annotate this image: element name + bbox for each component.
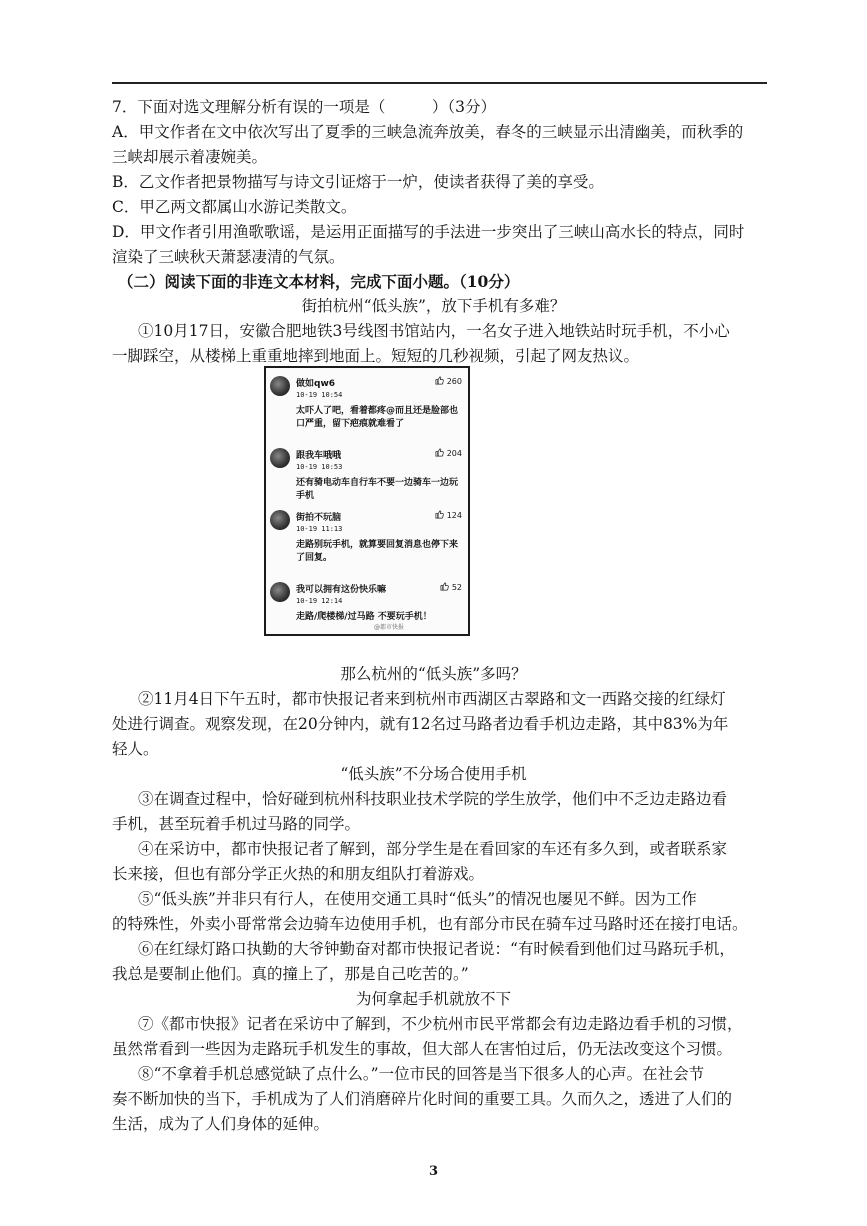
thumbs-up-icon — [435, 510, 444, 519]
comment-time: 10-19 11:13 — [296, 525, 343, 533]
comment-author: 我可以拥有这份快乐嘛 — [296, 585, 387, 595]
para-1-line2: 一脚踩空，从楼梯上重重地摔到地面上。短短的几秒视频，引起了网友热议。 — [112, 347, 640, 365]
thumbs-up-icon — [440, 582, 449, 591]
comment-text: 走路别玩手机，就算要回复消息也停下来了回复。 — [296, 540, 459, 563]
like-count: 124 — [435, 510, 462, 520]
page-number: 3 — [428, 1164, 439, 1179]
para-2-line1: ②11月4日下午五时，都市快报记者来到杭州市西湖区古翠路和文一西路交接的红绿灯 — [138, 690, 726, 708]
article-title: 街拍杭州“低头族”，放下手机有多难？ — [301, 297, 566, 315]
avatar — [270, 582, 290, 602]
para-8-line1: ⑧“不拿着手机总感觉缺了点什么。”一位市民的回答是当下很多人的心声。在社会节 — [138, 1065, 705, 1083]
like-count: 204 — [435, 448, 462, 458]
para-5-line2: 的特殊性，外卖小哥常常会边骑车边使用手机，也有部分市民在骑车过马路时还在接打电话。 — [112, 915, 748, 933]
comment-item — [266, 578, 468, 644]
para-2-line3: 轻人。 — [112, 740, 159, 758]
para-5-line1: ⑤“低头族”并非只有行人，在使用交通工具时“低头”的情况也屡见不鲜。因为工作 — [138, 890, 697, 908]
comment-author: 做如qw6 — [296, 379, 336, 389]
comment-item — [266, 506, 468, 572]
top-rule — [112, 82, 767, 84]
comment-item — [266, 444, 468, 510]
like-count: 52 — [440, 582, 462, 592]
option-a-line1: A．甲文作者在文中依次写出了夏季的三峡急流奔放美，春冬的三峡显示出清幽美，而秋季的 — [112, 123, 744, 141]
para-1-line1: ①10月17日，安徽合肥地铁3号线图书馆站内，一名女子进入地铁站时玩手机，不小心 — [138, 322, 730, 340]
like-count: 260 — [435, 376, 462, 386]
para-2-line2: 处进行调查。观察发现，在20分钟内，就有12名过马路者边看手机边走路，其中83%为年 — [112, 715, 729, 733]
section-2-heading: （二）阅读下面的非连文本材料，完成下面小题。（10分） — [118, 272, 520, 291]
watermark: @都市快报 — [374, 624, 405, 631]
para-3-line2: 手机，甚至玩着手机过马路的同学。 — [112, 815, 361, 833]
para-4-line2: 长来接，但也有部分学正火热的和朋友组队打着游戏。 — [112, 865, 485, 883]
option-a-line2: 三峡却展示着凄婉美。 — [112, 148, 268, 166]
avatar — [270, 448, 290, 468]
para-8-line3: 生活，成为了人们身体的延伸。 — [112, 1115, 330, 1133]
para-6-line2: 我总是要制止他们。真的撞上了，那是自己吃苦的。” — [112, 965, 469, 983]
option-d-line2: 渲染了三峡秋天萧瑟凄清的气氛。 — [112, 248, 345, 266]
subheading-2: “低头族”不分场合使用手机 — [340, 765, 527, 783]
para-7-line1: ⑦《都市快报》记者在采访中了解到，不少杭州市民平常都会有边走路边看手机的习惯， — [138, 1015, 743, 1033]
avatar — [270, 376, 290, 396]
comment-text: 太吓人了吧，看着都疼@而且还是脸部也口严重，留下疤痕就难看了 — [296, 406, 459, 429]
para-3-line1: ③在调查过程中，恰好碰到杭州科技职业技术学院的学生放学，他们中不乏边走路边看 — [138, 790, 728, 808]
para-6-line1: ⑥在红绿灯路口执勤的大爷钟勤奋对都市快报记者说：“有时候看到他们过马路玩手机， — [138, 940, 735, 958]
comment-screenshot — [264, 366, 470, 636]
option-b: B．乙文作者把景物描写与诗文引证熔于一炉，使读者获得了美的享受。 — [112, 173, 604, 191]
avatar — [270, 510, 290, 530]
option-d-line1: D．甲文作者引用渔歌歌谣，是运用正面描写的手法进一步突出了三峡山高水长的特点，同时 — [112, 223, 745, 241]
comment-time: 10-19 10:53 — [296, 463, 343, 471]
option-c: C．甲乙两文都属山水游记类散文。 — [112, 198, 357, 216]
thumbs-up-icon — [435, 376, 444, 385]
subheading-3: 为何拿起手机就放不下 — [355, 990, 511, 1008]
comment-time: 10-19 12:14 — [296, 597, 343, 605]
comment-time: 10-19 10:54 — [296, 391, 343, 399]
para-7-line2: 虽然常看到一些因为走路玩手机发生的事故，但大部人在害怕过后，仍无法改变这个习惯。 — [112, 1040, 733, 1058]
para-4-line1: ④在采访中，都市快报记者了解到，部分学生是在看回家的车还有多久到，或者联系家 — [138, 840, 728, 858]
comment-author: 跟我车哦哦 — [296, 451, 342, 461]
comment-text: 还有骑电动车自行车不要一边骑车一边玩手机 — [296, 478, 459, 501]
comment-item — [266, 372, 468, 438]
subheading-1: 那么杭州的“低头族”多吗？ — [340, 665, 527, 683]
question-7: 7．下面对选文理解分析有误的一项是（ ）（3分） — [112, 98, 496, 116]
comment-author: 街拍不玩脑 — [296, 513, 342, 523]
comment-text: 走路/爬楼梯/过马路 不要玩手机！ — [296, 612, 432, 622]
para-8-line2: 奏不断加快的当下，手机成为了人们消磨碎片化时间的重要工具。久而久之，透进了人们的 — [112, 1090, 733, 1108]
thumbs-up-icon — [435, 448, 444, 457]
